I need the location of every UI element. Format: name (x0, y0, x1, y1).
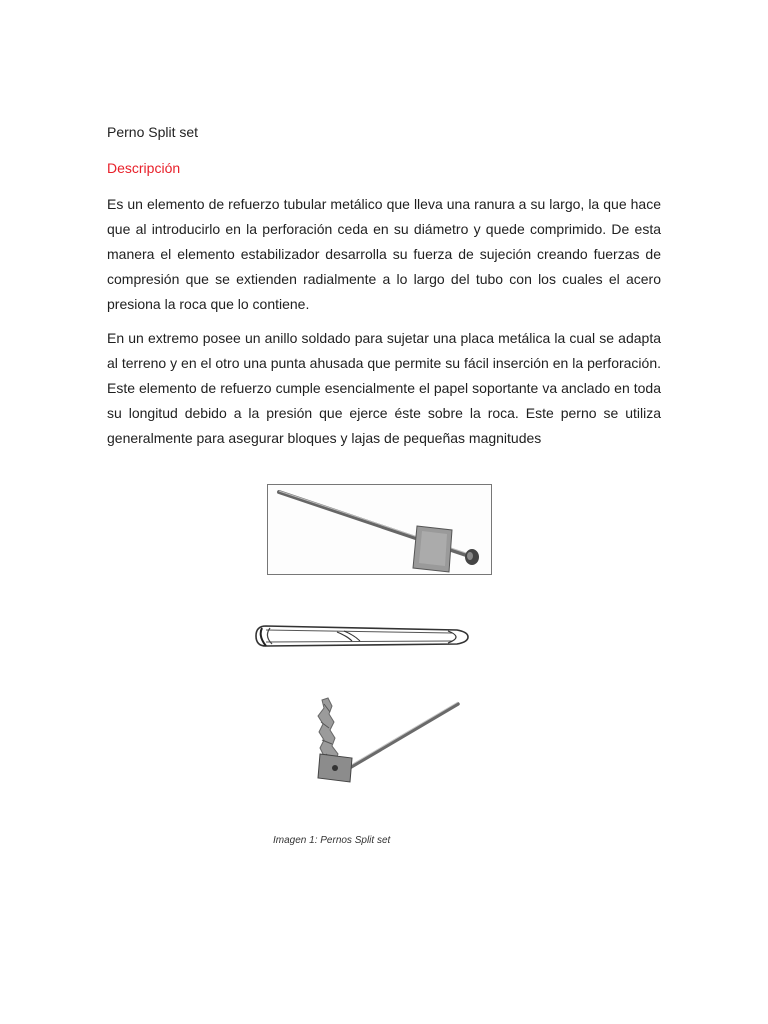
figure-caption: Imagen 1: Pernos Split set (273, 835, 391, 846)
split-set-photo-2 (312, 694, 468, 786)
split-set-drawing (252, 618, 474, 654)
paragraph-1: Es un elemento de refuerzo tubular metálico que lleva una ranura a su largo, la que hace que al introducirlo en la perforación ceda en su diámetro y quede comprimido. De esta manera el elemento estabilizador desarrolla su fuerza de sujeción creando fuerzas de compresión que se extienden radialmente a lo largo del tubo con los cuales el acero presiona la roca que lo contiene. (107, 196, 661, 312)
section-heading: Descripción (107, 160, 181, 176)
paragraph-2: En un extremo posee un anillo soldado para sujetar una placa metálica la cual se adapta al terreno y en el otro una punta ahusada que permite su fácil inserción en la perforación. Este elemento de refuerzo cumple esencialmente el papel soportante va anclado en toda su longitud debido a la presión que ejerce éste sobre la roca. Este perno se utiliza generalmente para asegurar bloques y lajas de pequeñas magnitudes (107, 330, 661, 446)
document-title: Perno Split set (107, 124, 199, 140)
split-set-photo-1 (267, 484, 493, 576)
